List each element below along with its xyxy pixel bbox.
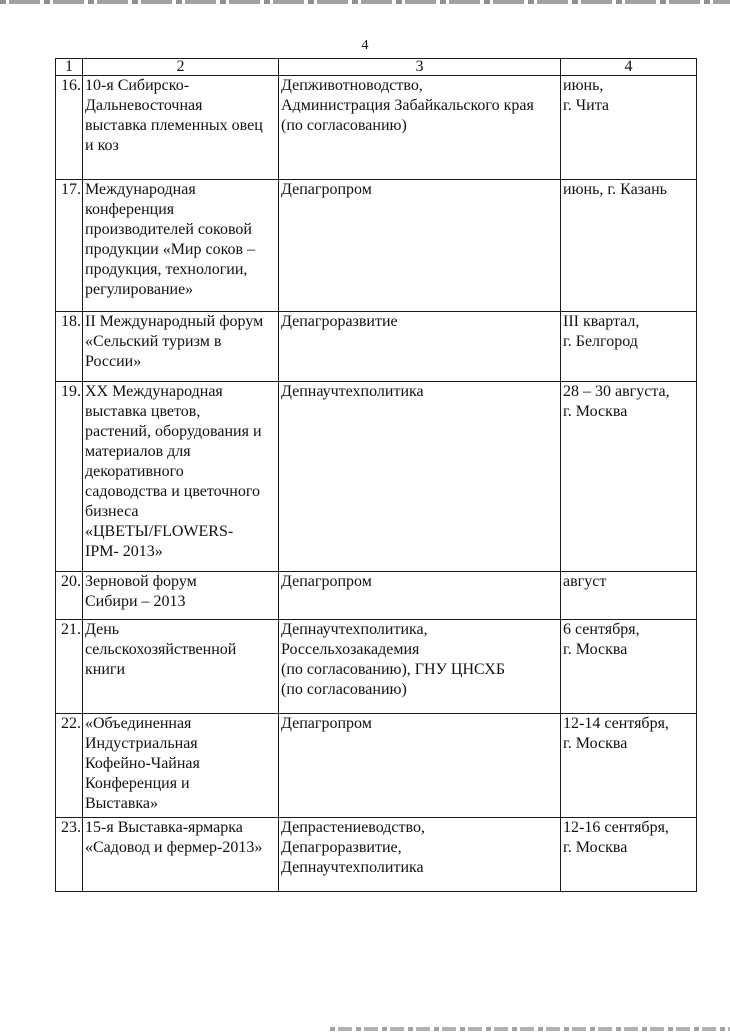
row-number: 23. xyxy=(56,818,83,892)
event-name: 15-я Выставка-ярмарка «Садовод и фермер-2013» xyxy=(83,818,279,892)
events-table xyxy=(55,58,697,892)
row-number: 19. xyxy=(56,382,83,572)
table-row xyxy=(56,818,697,892)
event-date: июнь, г. Чита xyxy=(561,76,697,180)
organizer: Депагроразвитие xyxy=(279,312,561,382)
table-row xyxy=(56,572,697,620)
organizer: Депагропром xyxy=(279,572,561,620)
table-row xyxy=(56,312,697,382)
event-name: 10-я Сибирско- Дальневосточная выставка племенных овец и коз xyxy=(83,76,279,180)
event-name: Международная конференция производителей соковой продукции «Мир соков – продукция, технологии, регулирование» xyxy=(83,180,279,312)
event-date: 12-14 сентября, г. Москва xyxy=(561,714,697,818)
header-col-4: 4 xyxy=(561,59,697,76)
event-name: II Международный форум «Сельский туризм в России» xyxy=(83,312,279,382)
event-name: «Объединенная Индустриальная Кофейно-Чайная Конференция и Выставка» xyxy=(83,714,279,818)
scan-edge-top xyxy=(0,0,730,4)
table-row xyxy=(56,382,697,572)
header-col-3: 3 xyxy=(279,59,561,76)
page-number: 4 xyxy=(361,38,369,53)
row-number: 16. xyxy=(56,76,83,180)
organizer: Депрастениеводство, Депагроразвитие, Депнаучтехполитика xyxy=(279,818,561,892)
row-number: 22. xyxy=(56,714,83,818)
row-number: 18. xyxy=(56,312,83,382)
scan-edge-bottom xyxy=(330,1027,730,1031)
event-date: 12-16 сентября, г. Москва xyxy=(561,818,697,892)
organizer: Депнаучтехполитика, Россельхозакадемия (по согласованию), ГНУ ЦНСХБ (по согласованию) xyxy=(279,620,561,714)
organizer: Депагропром xyxy=(279,714,561,818)
organizer: Депнаучтехполитика xyxy=(279,382,561,572)
header-col-1: 1 xyxy=(56,59,83,76)
organizer: Депагропром xyxy=(279,180,561,312)
event-date: июнь, г. Казань xyxy=(561,180,697,312)
row-number: 21. xyxy=(56,620,83,714)
event-name: XX Международная выставка цветов, растений, оборудования и материалов для декоративного садоводства и цветочного бизнеса «ЦВЕТЫ/FLOWERS- IPM- 2013» xyxy=(83,382,279,572)
table-row xyxy=(56,180,697,312)
event-date: 28 – 30 августа, г. Москва xyxy=(561,382,697,572)
table-row xyxy=(56,76,697,180)
table-row xyxy=(56,620,697,714)
header-col-2: 2 xyxy=(83,59,279,76)
table-header-row xyxy=(56,59,697,76)
event-date: III квартал, г. Белгород xyxy=(561,312,697,382)
table-row xyxy=(56,714,697,818)
event-name: Зерновой форум Сибири – 2013 xyxy=(83,572,279,620)
event-date: 6 сентября, г. Москва xyxy=(561,620,697,714)
event-name: День сельскохозяйственной книги xyxy=(83,620,279,714)
row-number: 20. xyxy=(56,572,83,620)
row-number: 17. xyxy=(56,180,83,312)
event-date: август xyxy=(561,572,697,620)
organizer: Депживотноводство, Администрация Забайкальского края (по согласованию) xyxy=(279,76,561,180)
